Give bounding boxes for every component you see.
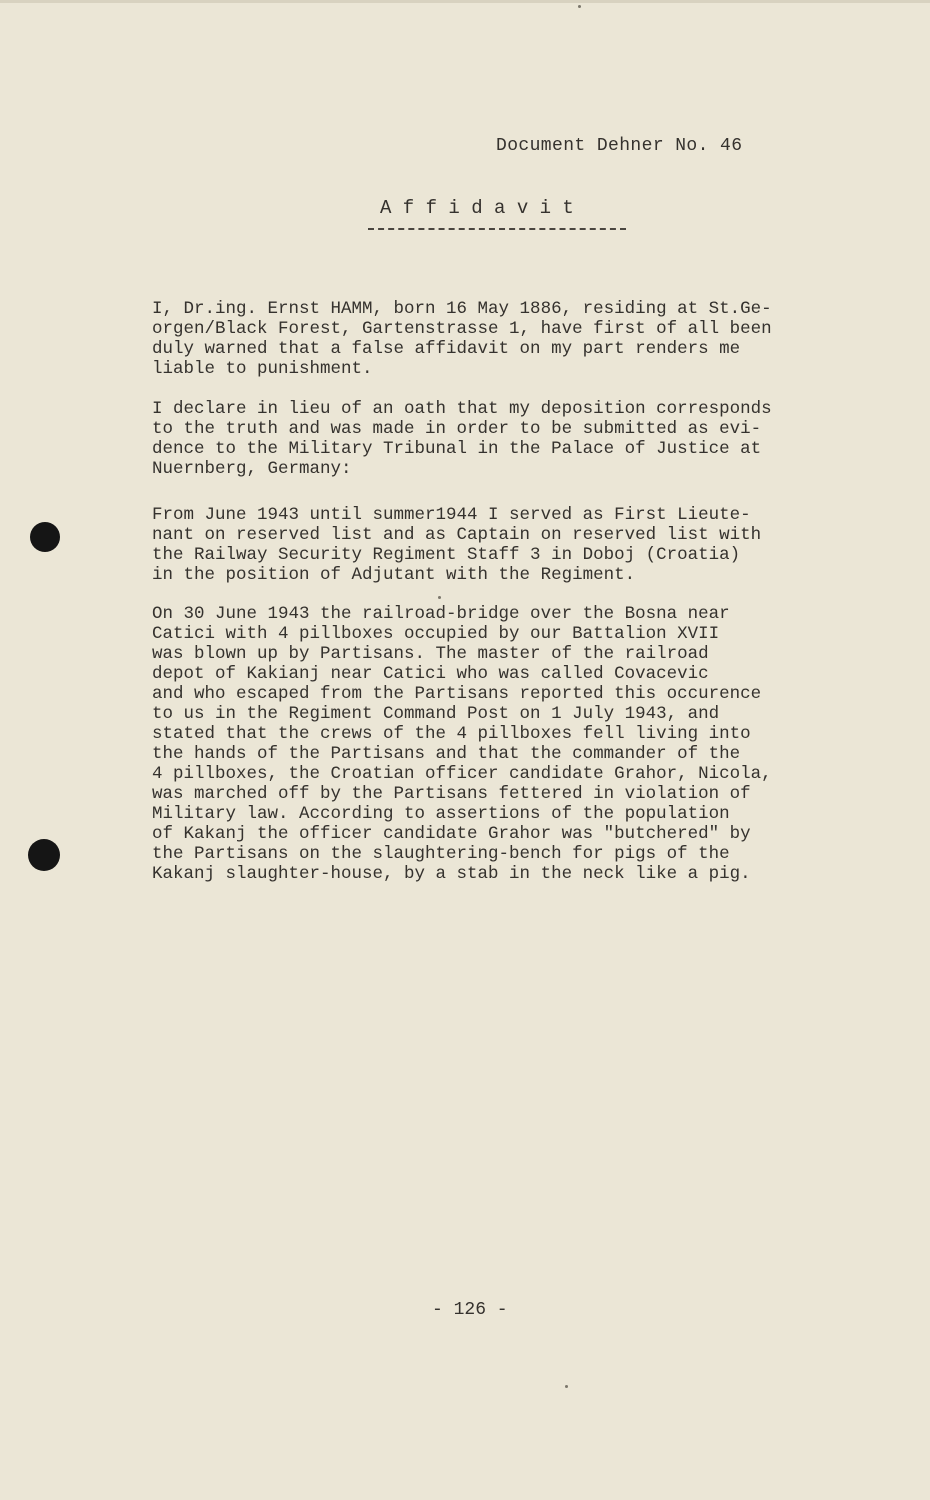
text-line: liable to punishment. (152, 359, 373, 379)
text-line: was blown up by Partisans. The master of the railroad (152, 644, 709, 664)
text-line: was marched off by the Partisans fettered in violation of (152, 784, 751, 804)
page-number: - 126 - (432, 1300, 508, 1320)
text-line: in the position of Adjutant with the Regiment. (152, 565, 636, 585)
text-line: and who escaped from the Partisans reported this occurence (152, 684, 762, 704)
text-line: to the truth and was made in order to be submitted as evi- (152, 419, 762, 439)
text-line: dence to the Military Tribunal in the Palace of Justice at (152, 439, 762, 459)
text-line: the Partisans on the slaughtering-bench for pigs of the (152, 844, 730, 864)
text-line: to us in the Regiment Command Post on 1 July 1943, and (152, 704, 720, 724)
text-line: From June 1943 until summer1944 I served as First Lieute- (152, 505, 751, 525)
punch-hole (30, 522, 60, 552)
text-line: Military law. According to assertions of the population (152, 804, 730, 824)
text-line: depot of Kakianj near Catici who was called Covacevic (152, 664, 709, 684)
text-line: Kakanj slaughter-house, by a stab in the neck like a pig. (152, 864, 751, 884)
text-line: nant on reserved list and as Captain on reserved list with (152, 525, 762, 545)
text-line: Catici with 4 pillboxes occupied by our Battalion XVII (152, 624, 720, 644)
paper-speck (438, 596, 441, 599)
text-line: On 30 June 1943 the railroad-bridge over the Bosna near (152, 604, 730, 624)
paragraph-oath (152, 399, 864, 479)
title-underline (368, 228, 626, 230)
paper-speck (565, 1385, 568, 1388)
punch-hole (28, 839, 60, 871)
text-line: orgen/Black Forest, Gartenstrasse 1, have first of all been (152, 319, 772, 339)
text-line: 4 pillboxes, the Croatian officer candidate Grahor, Nicola, (152, 764, 772, 784)
text-line: the Railway Security Regiment Staff 3 in Doboj (Croatia) (152, 545, 741, 565)
document-reference: Document Dehner No. 46 (496, 136, 743, 156)
document-title: A f f i d a v i t (380, 197, 574, 219)
text-line: I declare in lieu of an oath that my deposition corresponds (152, 399, 772, 419)
paragraph-warning (152, 299, 864, 379)
text-line: of Kakanj the officer candidate Grahor was "butchered" by (152, 824, 751, 844)
text-line: the hands of the Partisans and that the commander of the (152, 744, 741, 764)
paragraph-service (152, 505, 864, 585)
page-top-edge (0, 0, 930, 3)
paragraph-testimony (152, 604, 864, 884)
text-line: Nuernberg, Germany: (152, 459, 352, 479)
text-line: duly warned that a false affidavit on my part renders me (152, 339, 741, 359)
text-line: I, Dr.ing. Ernst HAMM, born 16 May 1886, residing at St.Ge- (152, 299, 772, 319)
paper-speck (578, 5, 581, 8)
text-line: stated that the crews of the 4 pillboxes fell living into (152, 724, 751, 744)
